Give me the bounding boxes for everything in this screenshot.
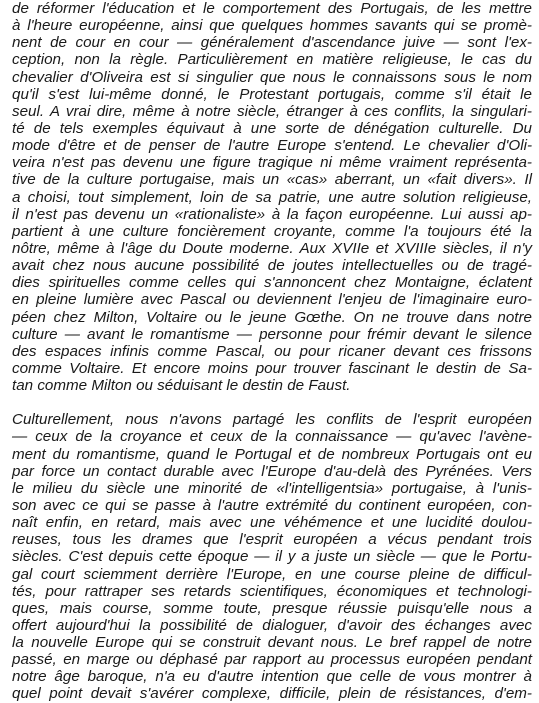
text-line: la nouvelle Europe qui se construit devant nous. Le bref rappel de notre [12,634,532,652]
text-line: mode d'être et de penser de l'autre Europe s'entend. Le chevalier d'Oli- [12,137,532,155]
text-line: a choisi, tout simplement, loin de sa patrie, une autre solution religieuse, [12,188,532,206]
document-page [12,0,532,703]
text-line: qu'il s'est lui-même donné, le Protestant portugais, comme s'il était le [12,85,532,103]
text-line: ment du romantisme, quand le Portugal et de nombreux Portugais ont eu [12,445,532,463]
text-line: passé, en marge ou déphasé par rapport au processus européen pendant [12,651,532,669]
text-line: par force un contact durable avec l'Europe d'au-delà des Pyrénées. Vers [12,462,532,480]
text-line: en pleine lumière avec Pascal ou deviennent l'enjeu de l'imaginaire euro- [12,291,532,309]
text-line: culture — avant le romantisme — personne pour frémir devant le silence [12,325,532,343]
text-line: à l'heure européenne, ainsi que quelques hommes savants qui se promè- [12,17,532,35]
text-line: gal court sciemment derrière l'Europe, en une course pleine de difficul- [12,565,532,583]
text-line: tive de la culture portugaise, mais un «cas» aberrant, un «fait divers». Il [12,171,532,189]
text-line: — ceux de la croyance et ceux de la connaissance — qu'avec l'avène- [12,428,532,446]
text-line: offert aujourd'hui la possibilité de dialoguer, d'avoir des échanges avec [12,616,532,634]
text-line: dies spirituelles comme celles qui s'annoncent chez Montaigne, éclatent [12,274,532,292]
text-line: tan comme Milton ou séduisant le destin de Faust. [12,377,351,395]
text-line: quel point devait s'avérer complexe, difficile, plein de résistances, d'em- [12,685,532,703]
paragraph-1 [12,0,532,394]
text-line: veira n'est pas devenu une figure tragique ni même vraiment représenta- [12,154,532,172]
text-line: naît enfin, en retard, mais avec une véhémence et une lucidité doulou- [12,514,532,532]
text-line: des espaces infinis comme Pascal, ou pour ricaner devant ces frissons [12,342,532,360]
text-line: le milieu du siècle une minorité de «l'intelligentsia» portugaise, à l'unis- [12,479,532,497]
text-line: tés, pour rattraper ses retards scientifiques, économiques et technologi- [12,582,532,600]
text-line: de réformer l'éducation et le comportement des Portugais, de les mettre [12,0,532,17]
text-line: chevalier d'Oliveira est si singulier que nous le connaissons sous le nom [12,68,532,86]
text-line: nent de cour en cour — généralement d'ascendance juive — sont l'ex- [12,34,532,52]
paragraph-2 [12,411,532,702]
text-line: il n'est pas devenu un «rationaliste» à la façon européenne. Lui aussi ap- [12,205,532,223]
text-line: péen chez Milton, Voltaire ou le jeune Gœthe. On ne trouve dans notre [12,308,532,326]
text-line: nôtre, même à l'âge du Doute moderne. Aux XVIIe et XVIIIe siècles, il n'y [12,239,532,257]
text-line: avait chez nous aucune possibilité de joutes intellectuelles ou de tragé- [12,257,532,275]
text-line: son avec ce qui se passe à l'autre extrémité du continent européen, con- [12,496,532,514]
text-line: notre âge baroque, n'a eu d'autre intention que celle de vous montrer à [12,668,532,686]
text-line: seul. A vrai dire, même à notre siècle, étranger à ces conflits, la singulari- [12,102,532,120]
text-line: Culturellement, nous n'avons partagé les conflits de l'esprit européen [12,411,532,429]
text-line: reuses, tous les drames que l'esprit européen a vécus pendant trois [12,531,532,549]
text-line: partient à une culture foncièrement croyante, comme l'a toujours été la [12,222,532,240]
text-line: siècles. C'est depuis cette époque — il y a juste un siècle — que le Portu- [12,548,532,566]
text-line: té de tels exemples équivaut à une sorte de dénégation culturelle. Du [12,119,532,137]
text-line: ques, mais course, somme toute, presque réussie puisqu'elle nous a [12,599,532,617]
text-line: ception, non la règle. Particulièrement en matière religieuse, le cas du [12,51,532,69]
text-line: comme Voltaire. Et encore moins pour trouver fascinant le destin de Sa- [12,359,532,377]
